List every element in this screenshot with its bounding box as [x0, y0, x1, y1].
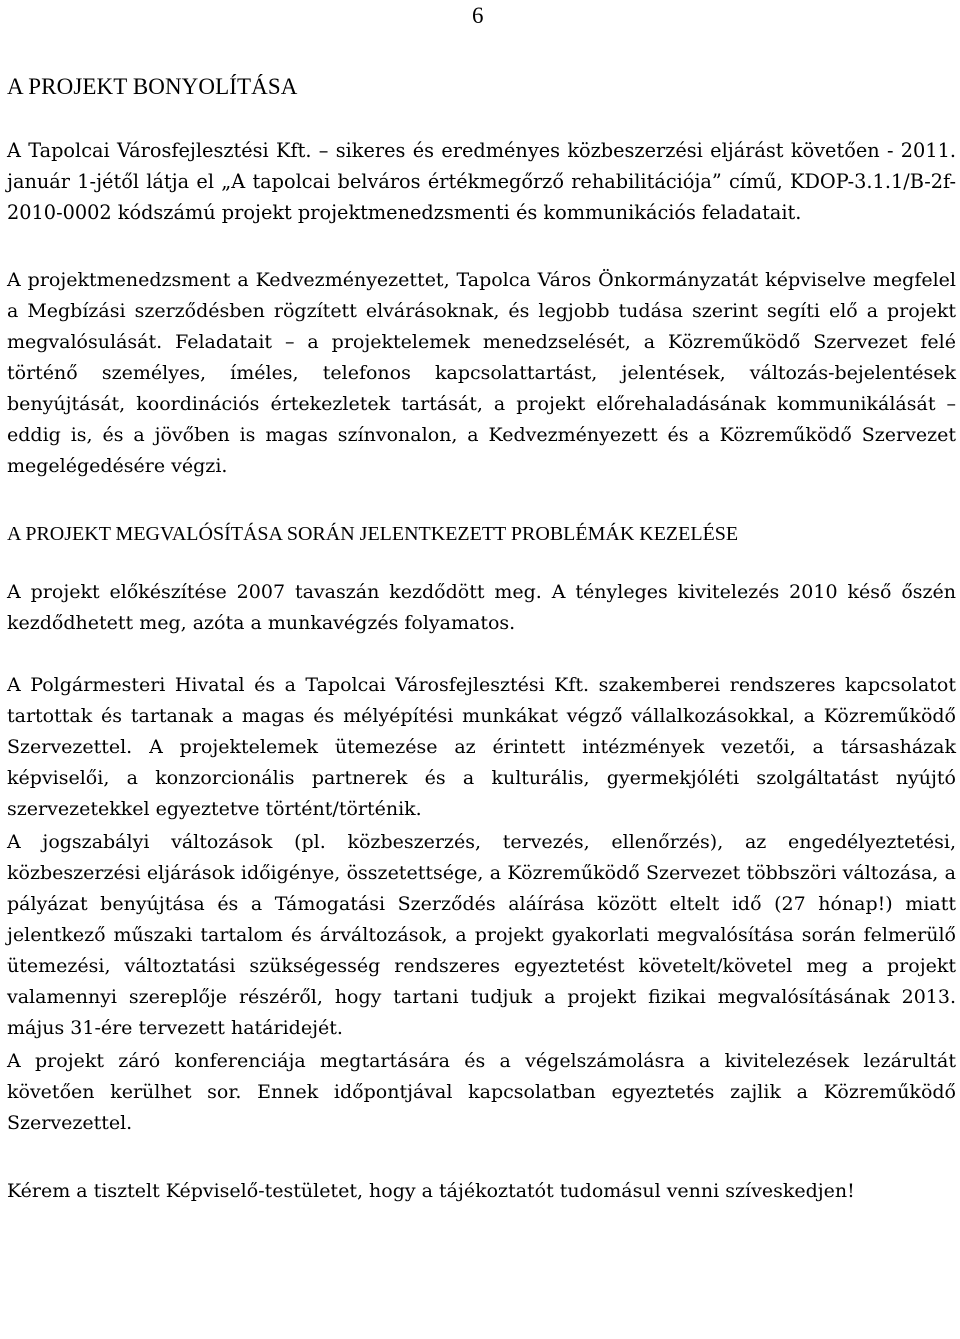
paragraph-preparation: A projekt előkészítése 2007 tavaszán kezdődött meg. A tényleges kivitelezés 2010 késő őszén kezdődhetett meg, azóta a munkavégzés folyamatos.: [7, 581, 956, 634]
heading-project-management: A PROJEKT BONYOLÍTÁSA: [7, 74, 298, 99]
page-number: 6: [472, 3, 484, 28]
paragraph-project-management: A projektmenedzsment a Kedvezményezettet, Tapolca Város Önkormányzatát képviselve megfelel a Megbízási szerződésben rögzített elvárásoknak, és legjobb tudása szerint segíti elő a projekt megvalósulását. Feladatait – a projektelemek menedzselését, a Közreműködő Szervezet felé történő személyes, íméles, telefonos kapcsolattartást, jelentések, változás-bejelentések benyújtását, koordinációs értekezletek tartását, a projekt előrehaladásának kommunikálását – eddig is, és a jövőben is magas színvonalon, a Kedvezményezett és a Közreműködő Szervezet megelégedésére végzi.: [7, 269, 956, 477]
paragraph-closing-conference: A projekt záró konferenciája megtartására és a végelszámolásra a kivitelezések lezárultát követően kerülhet sor. Ennek időpontjával kapcsolatban egyeztetés zajlik a Közreműködő Szervezettel.: [7, 1050, 956, 1134]
heading-problems: A PROJEKT MEGVALÓSÍTÁSA SORÁN JELENTKEZETT PROBLÉMÁK KEZELÉSE: [7, 523, 739, 545]
paragraph-request: Kérem a tisztelt Képviselő-testületet, hogy a tájékoztatót tudomásul venni szíveskedjen!: [7, 1180, 855, 1202]
paragraph-legal-changes: A jogszabályi változások (pl. közbeszerzés, tervezés, ellenőrzés), az engedélyeztetési, közbeszerzési eljárások időigénye, összetettsége, a Közreműködő Szervezet többszöri változása, a pályázat benyújtása és a Támogatási Szerződés aláírása között eltelt idő (27 hónap!) miatt jelentkező műszaki tartalom és árváltozások, a projekt gyakorlati megvalósítása során felmerülő ütemezési, változtatási szükségesség rendszeres egyeztetést követelt/követel meg a projekt valamennyi szereplője részéről, hogy tartani tudjuk a projekt fizikai megvalósításának 2013. május 31-ére tervezett határidejét.: [7, 831, 956, 1039]
document-body: [7, 72, 956, 1207]
paragraph-intro: A Tapolcai Városfejlesztési Kft. – sikeres és eredményes közbeszerzési eljárást követően - 2011. január 1-jétől látja el „A tapolcai belváros értékmegőrző rehabilitációja” című, KDOP-3.1.1/B-2f-2010-0002 kódszámú projekt projektmenedzsmenti és kommunikációs feladatait.: [7, 139, 956, 224]
paragraph-cooperation: A Polgármesteri Hivatal és a Tapolcai Városfejlesztési Kft. szakemberei rendszeres kapcsolatot tartottak és tartanak a magas és mélyépítési munkákat végző vállalkozásokkal, a Közreműködő Szervezettel. A projektelemek ütemezése az érintett intézmények vezetői, a társasházak képviselői, a konzorcionális partnerek és a kulturális, gyermekjóléti szolgáltatást nyújtó szervezetekkel egyeztetve történt/történik.: [7, 674, 956, 820]
